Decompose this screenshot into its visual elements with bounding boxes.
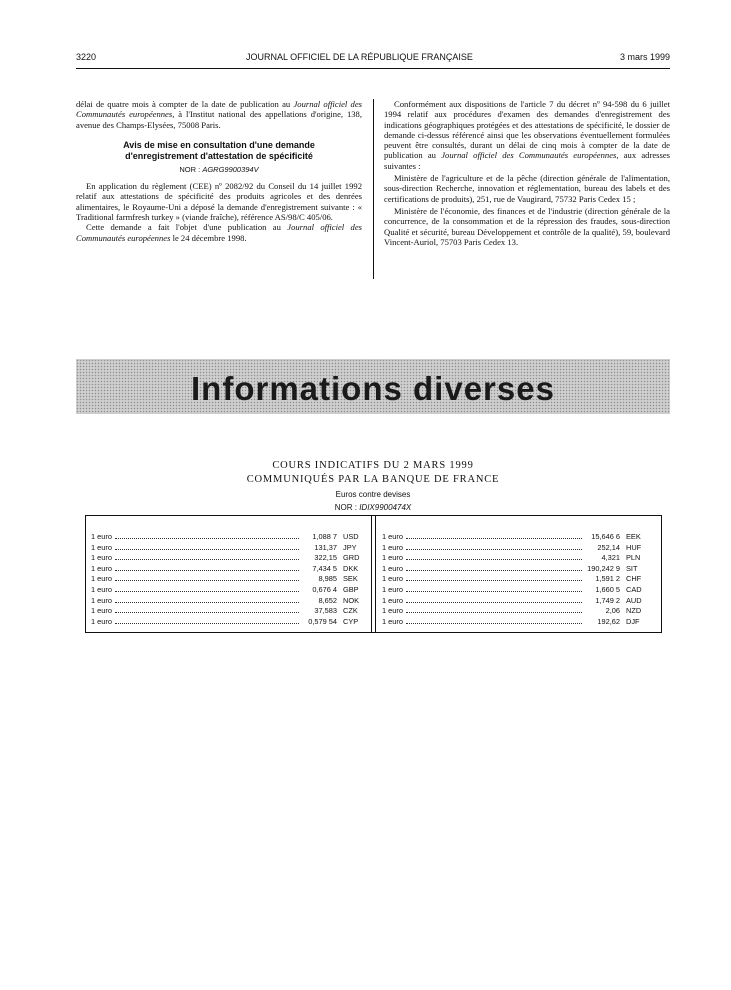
table-separator-1 (371, 516, 372, 632)
rate-value: 1,749 2 (595, 595, 620, 605)
rate-label: 1 euro (91, 616, 112, 626)
rate-label: 1 euro (91, 532, 112, 541)
rate-row (91, 574, 363, 585)
journal-title: JOURNAL OFFICIEL DE LA RÉPUBLIQUE FRANÇAISE (246, 52, 473, 62)
rate-row (91, 585, 363, 596)
rate-value: 2,06 (605, 606, 620, 616)
rate-currency: CAD (626, 584, 642, 594)
leader-dots (115, 549, 299, 550)
column-separator (373, 99, 374, 279)
rate-value: 322,15 (314, 553, 337, 563)
rate-row (91, 532, 363, 543)
intro-paragraph (76, 99, 362, 130)
right-p1-text-3: aux adresses suivantes : (384, 150, 670, 171)
leader-dots (406, 612, 582, 613)
rate-row (382, 585, 654, 596)
leader-dots (115, 591, 299, 592)
rate-label: 1 euro (91, 595, 112, 605)
leader-dots (406, 559, 582, 560)
cours-title-line-1: COURS INDICATIFS DU 2 MARS 1999 (272, 460, 474, 471)
leader-dots (115, 612, 299, 613)
page-number: 3220 (76, 52, 97, 62)
rate-value: 131,37 (314, 542, 337, 552)
rate-row (382, 596, 654, 607)
rate-row (382, 543, 654, 554)
rate-currency: NZD (626, 606, 642, 616)
leader-dots (406, 538, 582, 539)
rate-value: 1,088 7 (312, 532, 337, 541)
rate-label: 1 euro (382, 606, 403, 616)
rate-label: 1 euro (382, 584, 403, 594)
rate-value: 192,62 (597, 616, 620, 626)
rate-value: 15,646 6 (591, 532, 620, 541)
rate-row (91, 543, 363, 554)
cours-nor (76, 503, 670, 512)
leader-dots (406, 580, 582, 581)
rate-row (91, 553, 363, 564)
rate-label: 1 euro (382, 574, 403, 584)
leader-dots (115, 623, 299, 624)
exchange-rate-table (85, 515, 662, 633)
rate-currency: USD (343, 532, 359, 541)
rate-currency: HUF (626, 542, 642, 552)
right-paragraph-1 (384, 99, 670, 171)
banner-title: Informations diverses (191, 370, 555, 407)
rate-label: 1 euro (382, 542, 403, 552)
avis-p2-text-3: le 24 décembre 1998. (170, 232, 247, 243)
rate-label: 1 euro (382, 595, 403, 605)
leader-dots (406, 591, 582, 592)
right-p1-text-2: Journal officiel des Communautés européennes, (441, 150, 619, 161)
rate-row (382, 564, 654, 575)
rate-value: 1,591 2 (595, 574, 620, 584)
header-date: 3 mars 1999 (619, 52, 670, 62)
intro-text-1: délai de quatre mois à compter de la date de publication au (76, 99, 294, 109)
intro-text-3: à l'Institut national des appellations d'origine, 138, avenue des Champs-Elysées, 75008 Paris. (76, 109, 362, 130)
rate-value: 252,14 (597, 542, 620, 552)
rate-value: 4,321 (601, 553, 620, 563)
rate-currency: GRD (343, 553, 360, 563)
header-rule (76, 68, 670, 69)
left-column (76, 99, 362, 243)
rate-currency: CYP (343, 616, 359, 626)
avis-paragraph-2 (76, 222, 362, 243)
avis-title-line-2: d'enregistrement d'attestation de spécificité (125, 150, 313, 161)
rate-row (382, 532, 654, 543)
leader-dots (115, 570, 299, 571)
rate-label: 1 euro (382, 616, 403, 626)
avis-nor (76, 165, 362, 175)
avis-nor-code: AGRG9900394V (202, 164, 259, 174)
rate-row (91, 564, 363, 575)
right-p1-text-1: Conformément aux dispositions de l'article 7 du décret nº 94-598 du 6 juillet 1994 relatif aux procédures d'examen des demandes d'enregistrement des indications géographiques protégées et des attestations de spécificité, le dossier de demande ci-dessus référencé ainsi que les observations éventuellement formulées peuvent être consultés, durant un délai de cinq mois à compter de la date de publication au (384, 99, 670, 161)
avis-paragraph-1: En application du règlement (CEE) nº 2082/92 du Conseil du 14 juillet 1992 relatif aux attestations de spécificité des produits agricoles et des denrées alimentaires, le Royaume-Uni a déposé la demande d'enregistrement suivante : « Traditional farmfresh turkey » (viande fraîche), référence AS/98/C 405/06. (76, 181, 362, 223)
rate-currency: PLN (626, 553, 641, 563)
rate-value: 37,583 (314, 606, 337, 616)
rate-value: 190,242 9 (587, 563, 620, 573)
leader-dots (406, 570, 582, 571)
rate-label: 1 euro (382, 532, 403, 541)
rate-label: 1 euro (91, 542, 112, 552)
rate-currency: EEK (626, 532, 641, 541)
right-paragraph-2: Ministère de l'agriculture et de la pêche (direction générale de l'alimentation, sous-direction Recherche, innovation et réglementation, bureau des labels et des certifications de produits), 251, rue de Vaugirard, 75732 Paris Cedex 15 ; (384, 173, 670, 204)
rate-label: 1 euro (91, 563, 112, 573)
rate-currency: DJF (626, 616, 640, 626)
avis-nor-label: NOR : (179, 164, 203, 174)
rate-currency: GBP (343, 584, 359, 594)
rate-label: 1 euro (382, 563, 403, 573)
left-rate-list (91, 532, 363, 627)
leader-dots (406, 623, 582, 624)
rate-currency: CHF (626, 574, 642, 584)
rate-label: 1 euro (91, 584, 112, 594)
cours-title-line-2: COMMUNIQUÉS PAR LA BANQUE DE FRANCE (246, 474, 500, 485)
right-rate-list (382, 532, 654, 627)
cours-nor-code: IDIX9900474X (359, 503, 412, 512)
cours-subtitle: Euros contre devises (335, 490, 411, 499)
cours-nor-label: NOR : (334, 503, 360, 512)
avis-title-line-1: Avis de mise en consultation d'une demande (123, 139, 315, 150)
leader-dots (115, 602, 299, 603)
intro-text-2: Journal officiel des Communautés européennes, (76, 99, 362, 120)
rate-value: 8,985 (318, 574, 337, 584)
avis-p2-text-1: Cette demande a fait l'objet d'une publication au (86, 222, 288, 233)
rate-row (91, 617, 363, 628)
rate-value: 0,676 4 (312, 584, 337, 594)
rate-row (382, 606, 654, 617)
page-header (76, 52, 670, 66)
leader-dots (115, 559, 299, 560)
rate-label: 1 euro (91, 574, 112, 584)
leader-dots (406, 602, 582, 603)
rate-currency: DKK (343, 563, 359, 573)
rate-currency: AUD (626, 595, 642, 605)
right-paragraph-3: Ministère de l'économie, des finances et de l'industrie (direction générale de la concurrence, de la consommation et de la répression des fraudes, sous-direction Qualité et sécurité, bureau Développement et contrôle de la qualité), 59, boulevard Vincent-Auriol, 75703 Paris Cedex 13. (384, 205, 670, 247)
table-separator-2 (375, 516, 376, 632)
leader-dots (115, 580, 299, 581)
avis-title (76, 140, 362, 162)
rate-row (91, 606, 363, 617)
rate-row (91, 596, 363, 607)
rate-value: 1,660 5 (595, 584, 620, 594)
leader-dots (115, 538, 299, 539)
leader-dots (406, 549, 582, 550)
rate-currency: CZK (343, 606, 358, 616)
rate-label: 1 euro (91, 606, 112, 616)
rate-value: 7,434 5 (312, 563, 337, 573)
rate-value: 0,579 54 (308, 616, 337, 626)
rate-row (382, 553, 654, 564)
informations-diverses-banner (76, 359, 670, 414)
avis-p2-text-2: Journal officiel des Communautés européennes (76, 222, 362, 243)
rate-label: 1 euro (91, 553, 112, 563)
rate-currency: SIT (626, 563, 638, 573)
rate-currency: SEK (343, 574, 358, 584)
rate-row (382, 574, 654, 585)
rate-label: 1 euro (382, 553, 403, 563)
rate-row (382, 617, 654, 628)
rate-value: 8,652 (318, 595, 337, 605)
rate-currency: NOK (343, 595, 360, 605)
rate-currency: JPY (343, 542, 357, 552)
right-column (384, 99, 670, 247)
